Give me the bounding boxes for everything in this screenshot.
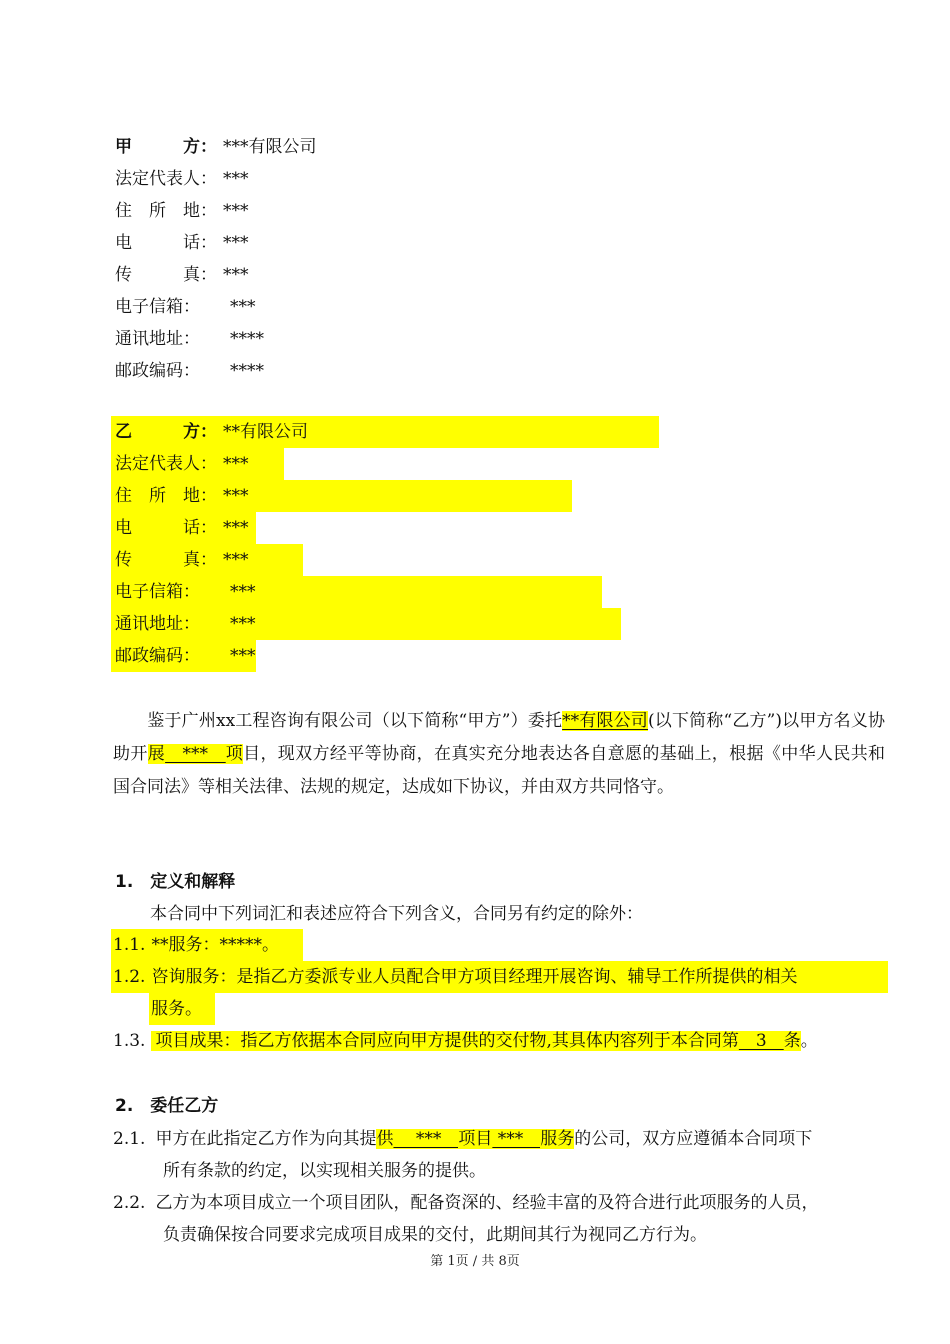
party-a-block (115, 134, 317, 390)
item-2-2-number: 2.2. (113, 1193, 146, 1213)
item-2-1-text-2: 的公司，双方应遵循本合同项下 (574, 1129, 813, 1149)
item-2-1 (113, 1123, 812, 1155)
party-b-mail-address-row (111, 608, 621, 640)
preamble-company: **有限公司 (562, 711, 648, 731)
party-b-address-value: *** (223, 486, 249, 506)
section-1-title: 1. 定义和解释 (115, 872, 236, 892)
party-b-name-row (111, 416, 659, 448)
party-a-postcode-value: **** (230, 361, 264, 381)
preamble-project-name: *** (165, 744, 226, 764)
preamble-paragraph (113, 705, 885, 804)
item-2-2 (113, 1187, 818, 1219)
party-a-address-label: 住 所 地： (115, 201, 217, 221)
party-a-email-row (115, 294, 317, 326)
party-b-rep-row (111, 448, 284, 480)
party-b-phone-value: *** (223, 518, 249, 538)
item-1-2-continued: 服务。 (149, 993, 215, 1025)
item-2-1-blank-1: *** (393, 1129, 459, 1149)
section-2-title: 2. 委任乙方 (115, 1096, 219, 1116)
party-a-name-label: 甲 方： (115, 137, 217, 157)
item-2-2-continued: 负责确保按合同要求完成项目成果的交付，此期间其行为视同乙方行为。 (163, 1225, 707, 1245)
preamble-project-prefix: 展 (147, 744, 166, 764)
party-b-fax-row (111, 544, 303, 576)
party-a-fax-value: *** (223, 265, 249, 285)
item-2-1-hl-1: 供 (376, 1129, 394, 1149)
party-b-postcode-label: 邮政编码： (115, 646, 200, 666)
party-b-email-row (111, 576, 602, 608)
party-a-phone-row (115, 230, 317, 262)
section-1-intro: 本合同中下列词汇和表述应符合下列含义，合同另有约定的除外： (150, 904, 643, 924)
party-a-rep-row (115, 166, 317, 198)
party-a-mail-address-label: 通讯地址： (115, 329, 200, 349)
page-footer: 第 1页 / 共 8页 (430, 1254, 520, 1269)
party-b-postcode-row (111, 640, 256, 672)
party-a-name-row (115, 134, 317, 166)
party-b-mail-address-value: *** (230, 614, 256, 634)
party-a-phone-label: 电 话： (115, 233, 217, 253)
item-2-1-number: 2.1. (113, 1129, 146, 1149)
party-a-mail-address-row (115, 326, 317, 358)
item-2-1-hl-2: 项目 (458, 1129, 493, 1149)
party-a-address-row (115, 198, 317, 230)
item-1-2 (111, 961, 888, 993)
item-1-1-text: **服务：*****。 (151, 935, 279, 955)
preamble-text-2: (以下简称“乙方”)以甲方名义协助开 (113, 711, 885, 764)
item-1-3-end: 。 (800, 1031, 818, 1051)
item-2-1-hl-3: 服务 (540, 1129, 575, 1149)
item-2-2-text: 乙方为本项目成立一个项目团队，配备资深的、经验丰富的及符合进行此项服务的人员， (155, 1193, 819, 1213)
item-2-1-text-1: 甲方在此指定乙方作为向其提 (155, 1129, 377, 1149)
item-2-1-blank-2: *** (492, 1129, 541, 1149)
item-1-1-number: 1.1. (113, 935, 146, 955)
party-b-address-row (111, 480, 572, 512)
item-1-1 (111, 929, 303, 961)
party-a-email-label: 电子信箱： (115, 297, 200, 317)
party-b-address-label: 住 所 地： (115, 486, 217, 506)
party-b-rep-value: *** (223, 454, 249, 474)
party-a-email-value: *** (230, 297, 256, 317)
preamble-text-3: 目，现双方经平等协商，在真实充分地表达各自意愿的基础上，根据《中华人民共和国合同法》等相关法律、法规的规定，达成如下协议，并由双方共同恪守。 (113, 744, 886, 797)
item-1-3-text: 项目成果：指乙方依据本合同应向甲方提供的交付物,其具体内容列于本合同第 (151, 1031, 738, 1051)
item-1-2-text: 咨询服务：是指乙方委派专业人员配合甲方项目经理开展咨询、辅导工作所提供的相关 (151, 967, 798, 987)
party-a-postcode-row (115, 358, 317, 390)
party-a-rep-value: *** (223, 169, 249, 189)
item-1-3-number: 1.3. (113, 1031, 146, 1051)
party-b-phone-row (111, 512, 256, 544)
party-a-postcode-label: 邮政编码： (115, 361, 200, 381)
party-a-name-value: ***有限公司 (223, 137, 317, 157)
party-b-block (111, 416, 659, 672)
item-1-2-number: 1.2. (113, 967, 146, 987)
party-a-phone-value: *** (223, 233, 249, 253)
party-b-mail-address-label: 通讯地址： (115, 614, 200, 634)
item-2-1-continued: 所有条款的约定，以实现相关服务的提供。 (163, 1161, 486, 1181)
preamble-project-suffix: 项 (225, 744, 244, 764)
party-b-phone-label: 电 话： (115, 518, 217, 538)
party-b-name-value: **有限公司 (223, 422, 308, 442)
party-b-fax-label: 传 真： (115, 550, 217, 570)
party-b-name-label: 乙 方： (115, 422, 217, 442)
party-a-rep-label: 法定代表人： (115, 169, 217, 189)
item-1-3 (113, 1025, 818, 1057)
party-b-rep-label: 法定代表人： (115, 454, 217, 474)
item-1-3-clause-number: 3 (738, 1031, 784, 1051)
party-b-fax-value: *** (223, 550, 249, 570)
party-a-fax-label: 传 真： (115, 265, 217, 285)
party-b-email-value: *** (230, 582, 256, 602)
preamble-text-1: 鉴于广州xx工程咨询有限公司（以下简称“甲方”）委托 (113, 711, 563, 731)
item-1-3-suffix: 条 (783, 1031, 801, 1051)
party-a-mail-address-value: **** (230, 329, 264, 349)
party-a-fax-row (115, 262, 317, 294)
party-b-postcode-value: *** (230, 646, 256, 666)
party-a-address-value: *** (223, 201, 249, 221)
party-b-email-label: 电子信箱： (115, 582, 200, 602)
